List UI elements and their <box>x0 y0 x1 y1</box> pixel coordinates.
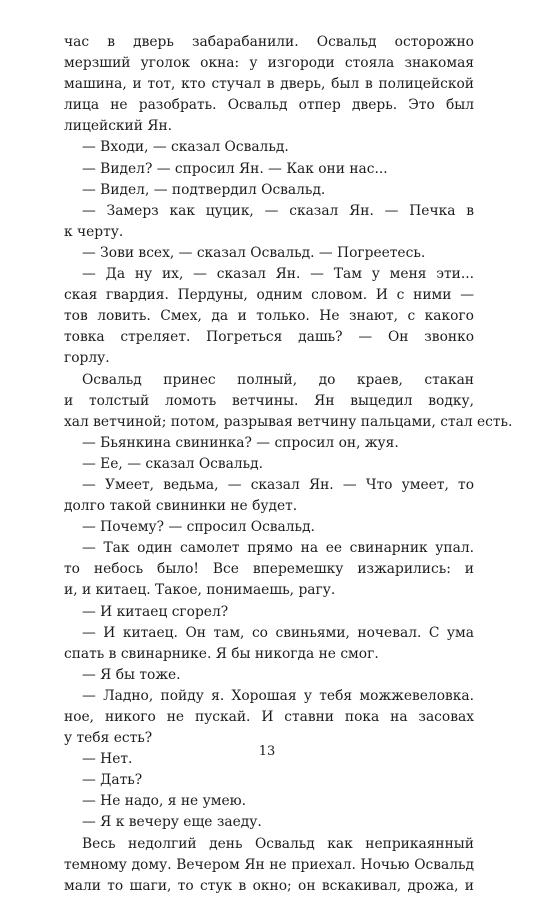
text-line: — Умеет, ведьма, — сказал Ян. — Что умеет, то <box>82 476 474 493</box>
body-text <box>64 32 513 897</box>
text-line: — Бьянкина свининка? — спросил он, жуя. <box>82 434 399 451</box>
text-line: ская гвардия. Пердуны, одним словом. И с ними — <box>64 287 474 304</box>
text-line: — Ее, — сказал Освальд. <box>82 455 264 472</box>
text-line: лицейский Ян. <box>64 118 173 135</box>
text-line: — Я к вечеру еще заеду. <box>82 814 262 831</box>
text-line: мерзший уголок окна: у изгороди стояла знакомая <box>64 55 474 72</box>
text-line: Освальд принес полный, до краев, стакан <box>82 371 474 388</box>
text-line: час в дверь забарабанили. Освальд осторожно <box>64 34 474 50</box>
text-line: — И китаец. Он там, со свиньями, ночевал. С ума <box>82 624 474 641</box>
text-line: лица не разобрать. Освальд отпер дверь. Это был <box>64 97 474 114</box>
text-line: машина, и тот, кто стучал в дверь, был в полицейской <box>64 76 474 93</box>
text-line: — Нет. <box>82 751 133 768</box>
text-line: спать в свинарнике. Я бы никогда не смог. <box>64 645 379 662</box>
text-line: — Видел, — подтвердил Освальд. <box>82 181 326 198</box>
text-line: ное, никого не пускай. И ставни пока на засовах <box>64 709 474 725</box>
text-line: горлу. <box>64 350 110 367</box>
text-line: — Зови всех, — сказал Освальд. — Погреетесь. <box>82 244 426 261</box>
text-line: мали то шаги, то стук в окно; он вскакивал, дрожа, и <box>64 877 474 894</box>
text-line: — Не надо, я не умею. <box>82 793 247 810</box>
text-line: — Я бы тоже. <box>82 666 181 683</box>
text-line: — Так один самолет прямо на ее свинарник упал. <box>82 540 474 557</box>
text-line: тов ловить. Смех, да и только. Не знают, с какого <box>64 308 474 325</box>
page-number: 13 <box>258 744 276 759</box>
text-line: — Дать? <box>82 772 143 789</box>
text-line: к черту. <box>64 223 124 240</box>
text-line: то небось было! Все вперемешку изжарились: и <box>64 561 474 578</box>
text-line: темному дому. Вечером Ян не приехал. Ночью Освальд <box>64 856 474 873</box>
text-line: товка стреляет. Погреться дашь? — Он звонко <box>64 329 474 346</box>
text-line: — Почему? — спросил Освальд. <box>82 519 315 536</box>
text-line: и толстый ломоть ветчины. Ян выцедил водку, <box>64 392 474 409</box>
text-line: долго такой свининки не будет. <box>64 498 298 515</box>
text-line: — Видел? — спросил Ян. — Как они нас... <box>82 160 388 177</box>
text-line: и, и китаец. Такое, понимаешь, рагу. <box>64 582 336 599</box>
text-line: — Входи, — сказал Освальд. <box>82 139 289 156</box>
text-line: — Ладно, пойду я. Хорошая у тебя можжевеловка. <box>82 687 474 704</box>
text-line: — Да ну их, — сказал Ян. — Там у меня эти... <box>82 266 474 283</box>
text-line: хал ветчиной; потом, разрывая ветчину пальцами, стал есть. <box>64 413 513 430</box>
text-line: у тебя есть? <box>64 730 153 747</box>
text-line: Весь недолгий день Освальд как неприкаянный <box>82 835 474 852</box>
text-line: — И китаец сгорел? <box>82 603 229 620</box>
text-line: — Замерз как цуцик, — сказал Ян. — Печка в <box>82 202 474 219</box>
